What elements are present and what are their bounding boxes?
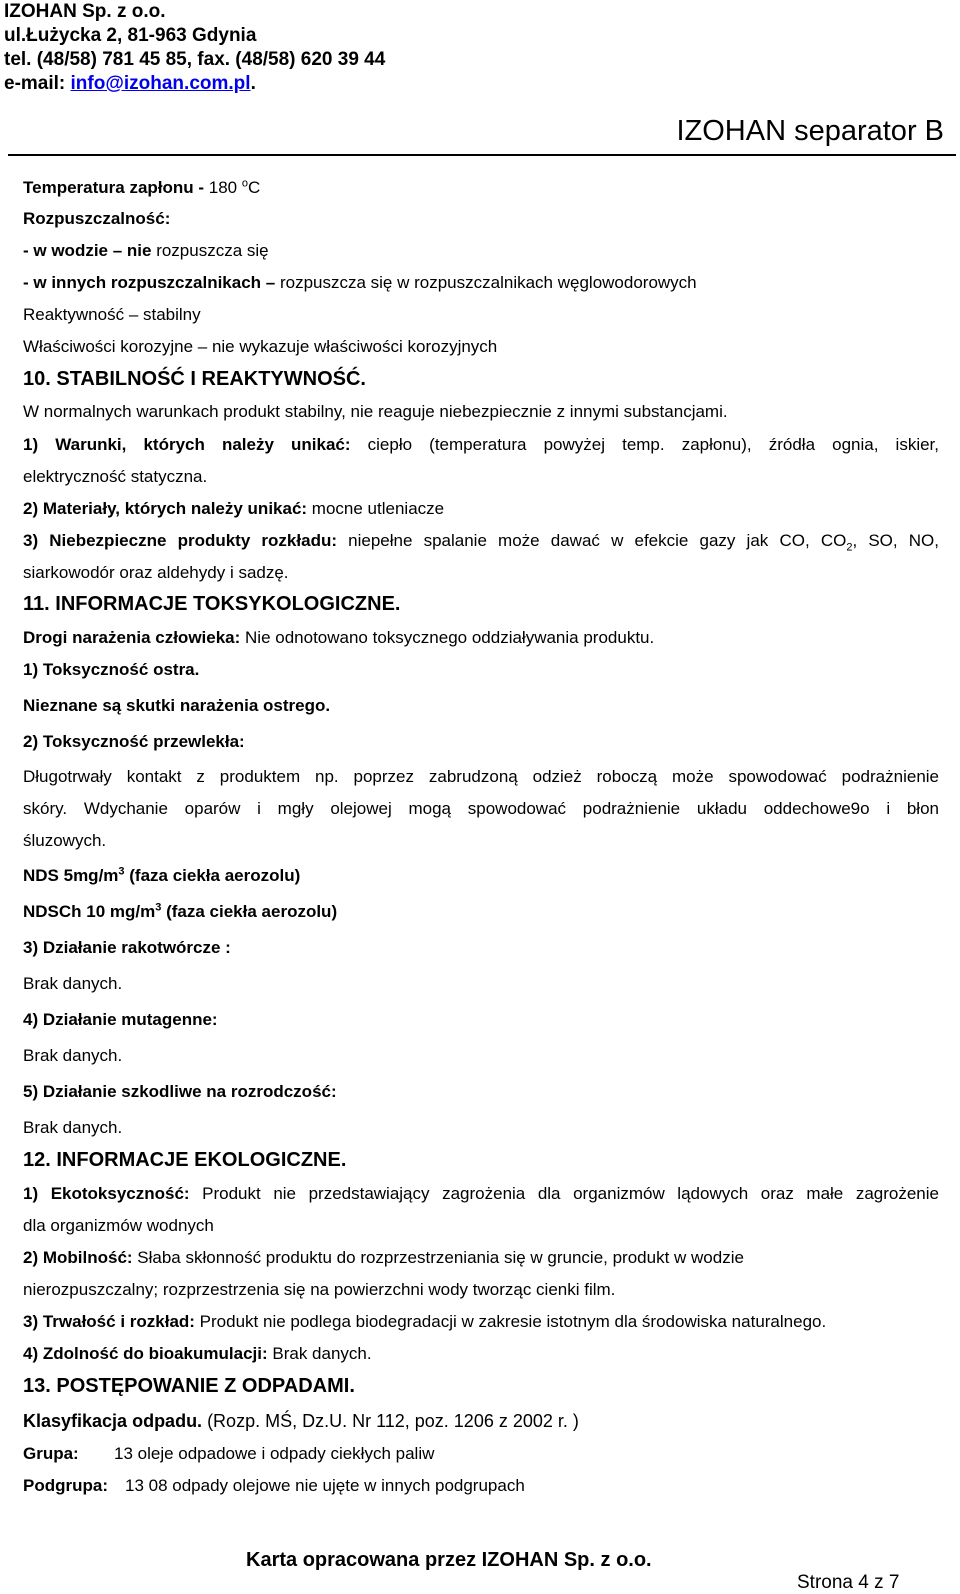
decomposition-text-end: , SO, NO, — [852, 531, 939, 550]
company-header — [4, 0, 385, 96]
company-name: IZOHAN Sp. z o.o. — [4, 1, 166, 22]
ndsch-value: NDSCh 10 mg/m — [23, 902, 156, 921]
acute-toxicity-value: Nieznane są skutki narażenia ostrego. — [23, 696, 331, 715]
flash-point-value: 180 — [208, 178, 242, 197]
mobility-text: Słaba skłonność produktu do rozprzestrzeniania się w gruncie, produkt w wodzie — [132, 1248, 744, 1267]
exposure-routes-label: Drogi narażenia człowieka: — [23, 628, 241, 647]
section-10-heading: 10. STABILNOŚĆ I REAKTYWNOŚĆ. — [23, 368, 366, 390]
waste-subgroup — [23, 1474, 939, 1498]
flash-point-unit: C — [247, 178, 261, 197]
company-phone: tel. (48/58) 781 45 85, fax. (48/58) 620 39 44 — [4, 49, 386, 70]
water-text: rozpuszcza się — [151, 241, 269, 260]
chronic-toxicity-label: 2) Toksyczność przewlekła: — [23, 732, 245, 751]
mobility-cont: nierozpuszczalny; rozprzestrzenia się na powierzchni wody tworząc cienki film. — [23, 1280, 616, 1299]
company-address: ul.Łużycka 2, 81-963 Gdynia — [4, 25, 257, 46]
section-13-heading: 13. POSTĘPOWANIE Z ODPADAMI. — [23, 1375, 355, 1397]
conditions-avoid-text: ciepło (temperatura powyżej temp. zapłonu), źródła ognia, iskier, — [350, 435, 940, 454]
reactivity-line: Reaktywność – stabilny — [23, 305, 201, 324]
carcinogenic-label: 3) Działanie rakotwórcze : — [23, 938, 231, 957]
mutagenic-text: Brak danych. — [23, 1046, 123, 1065]
mutagenic-heading — [23, 1008, 939, 1032]
corrosive-line: Właściwości korozyjne – nie wykazuje właściwości korozyjnych — [23, 337, 498, 356]
ecotoxicity-label: 1) Ekotoksyczność: — [23, 1184, 190, 1203]
persistence-text: Produkt nie podlega biodegradacji w zakresie istotnym dla środowiska naturalnego. — [194, 1312, 827, 1331]
nds-sup: 3 — [118, 865, 125, 878]
page-number: Strona 4 z 7 — [797, 1572, 900, 1593]
ndsch-line — [23, 900, 939, 924]
ecotoxicity-cont: dla organizmów wodnych — [23, 1216, 214, 1235]
materials-avoid-text: mocne utleniacze — [307, 499, 445, 518]
persistence-label: 3) Trwałość i rozkład: — [23, 1312, 195, 1331]
flash-point-line — [23, 176, 939, 200]
acute-toxicity-heading — [23, 658, 939, 682]
bioaccumulation-label: 4) Zdolność do bioakumulacji: — [23, 1344, 268, 1363]
ndsch-phase: (faza ciekła aerozolu) — [161, 902, 338, 921]
carcinogenic-heading — [23, 936, 939, 960]
ecotoxicity-text: Produkt nie przedstawiający zagrożenia dla organizmów lądowych oraz małe zagrożenie — [189, 1184, 939, 1203]
product-title: IZOHAN separator B — [676, 115, 944, 147]
waste-subgroup-text: 13 08 odpady olejowe nie ujęte w innych podgrupach — [125, 1476, 525, 1495]
nds-value: NDS 5mg/m — [23, 866, 119, 885]
nds-line — [23, 864, 939, 888]
waste-classification-text: (Rozp. MŚ, Dz.U. Nr 112, poz. 1206 z 2002 r. ) — [202, 1411, 579, 1431]
section-11-heading: 11. INFORMACJE TOKSYKOLOGICZNE. — [23, 593, 401, 615]
header-divider — [8, 154, 956, 156]
conditions-avoid-label: 1) Warunki, których należy unikać: — [23, 435, 351, 454]
acute-toxicity-label: 1) Toksyczność ostra. — [23, 660, 200, 679]
reproductive-label: 5) Działanie szkodliwe na rozrodczość: — [23, 1082, 337, 1101]
waste-group-label: Grupa: — [23, 1444, 79, 1463]
decomposition-text: niepełne spalanie może dawać w efekcie gazy jak CO, CO — [337, 531, 847, 550]
water-label: - w wodzie – nie — [23, 241, 152, 260]
chronic-text-1: Długotrwały kontakt z produktem np. poprzez zabrudzoną odzież roboczą może spowodować podrażnienie — [23, 767, 939, 786]
mutagenic-label: 4) Działanie mutagenne: — [23, 1010, 218, 1029]
persistence-line — [23, 1310, 939, 1334]
waste-classification-label: Klasyfikacja odpadu. — [23, 1411, 203, 1431]
chronic-text-2: skóry. Wdychanie oparów i mgły olejowej mogą spowodować podrażnienie układu oddechowe9o i błon — [23, 799, 939, 818]
reproductive-heading — [23, 1080, 939, 1104]
exposure-routes-text: Nie odnotowano toksycznego oddziaływania produktu. — [240, 628, 655, 647]
bioaccumulation-text: Brak danych. — [267, 1344, 372, 1363]
bioaccumulation-line — [23, 1342, 939, 1366]
stability-normal: W normalnych warunkach produkt stabilny, nie reaguje niebezpiecznie z innymi substancjami. — [23, 402, 728, 421]
acute-toxicity-text — [23, 694, 939, 718]
section-12-heading: 12. INFORMACJE EKOLOGICZNE. — [23, 1149, 347, 1171]
waste-subgroup-label: Podgrupa: — [23, 1476, 108, 1495]
mobility-line — [23, 1246, 939, 1270]
solubility-label-text: Rozpuszczalność: — [23, 209, 171, 228]
materials-avoid-label: 2) Materiały, których należy unikać: — [23, 499, 308, 518]
footer-prepared-by: Karta opracowana przez IZOHAN Sp. z o.o. — [246, 1549, 652, 1571]
decomposition-label: 3) Niebezpieczne produkty rozkładu: — [23, 531, 337, 550]
reproductive-text: Brak danych. — [23, 1118, 123, 1137]
materials-avoid — [23, 497, 939, 521]
conditions-avoid-cont: elektryczność statyczna. — [23, 467, 208, 486]
chronic-text-3: śluzowych. — [23, 831, 107, 850]
nds-phase: (faza ciekła aerozolu) — [124, 866, 301, 885]
mobility-label: 2) Mobilność: — [23, 1248, 133, 1267]
ndsch-sup: 3 — [155, 901, 162, 914]
company-email-line — [4, 72, 385, 96]
flash-point-label: Temperatura zapłonu - — [23, 178, 209, 197]
chronic-toxicity-heading — [23, 730, 939, 754]
solvents-label: - w innych rozpuszczalnikach – — [23, 273, 276, 292]
waste-classification — [23, 1409, 939, 1433]
carcinogenic-text: Brak danych. — [23, 974, 123, 993]
email-link[interactable]: info@izohan.com.pl — [70, 73, 251, 94]
waste-group-text: 13 oleje odpadowe i odpady ciekłych paliw — [114, 1444, 435, 1463]
email-suffix: . — [250, 73, 256, 94]
ecotoxicity-line — [23, 1182, 939, 1206]
degree-sup: o — [241, 177, 248, 190]
co2-sub: 2 — [846, 541, 853, 554]
decomposition-cont: siarkowodór oraz aldehydy i sadzę. — [23, 563, 289, 582]
decomposition-products — [23, 529, 939, 553]
solubility-solvents — [23, 271, 939, 295]
solubility-label — [23, 207, 939, 231]
solvents-text: rozpuszcza się w rozpuszczalnikach węglowodorowych — [275, 273, 697, 292]
exposure-routes — [23, 626, 939, 650]
conditions-avoid — [23, 433, 939, 457]
solubility-water — [23, 239, 939, 263]
email-prefix: e-mail: — [4, 73, 71, 94]
waste-group — [23, 1442, 939, 1466]
